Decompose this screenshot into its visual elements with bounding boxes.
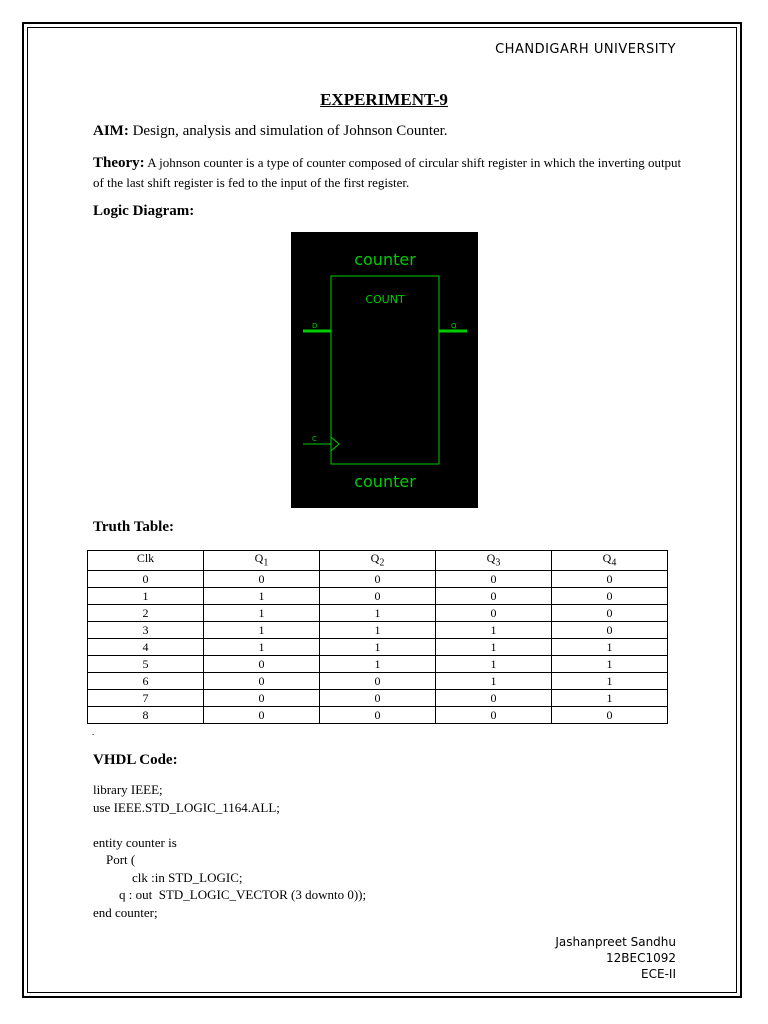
diagram-top-label: counter	[354, 250, 416, 269]
table-cell: 0	[436, 588, 552, 605]
logic-diagram-heading: Logic Diagram:	[93, 203, 195, 219]
table-cell: 0	[204, 656, 320, 673]
column-header: $Q_4$	[552, 551, 668, 571]
column-header: $Q_2$	[320, 551, 436, 571]
table-cell: 1	[88, 588, 204, 605]
university-header: CHANDIGARH UNIVERSITY	[495, 42, 676, 57]
table-cell: 1	[204, 588, 320, 605]
code-line: end counter;	[93, 904, 158, 920]
table-cell: 6	[88, 673, 204, 690]
truth-table	[87, 550, 668, 724]
code-line: Port (	[93, 852, 136, 867]
theory-label: Theory:	[93, 155, 145, 171]
code-line: clk :in STD_LOGIC;	[93, 869, 243, 885]
table-cell: 0	[204, 707, 320, 724]
stray-mark: .	[92, 727, 95, 737]
table-cell: 1	[552, 656, 668, 673]
table-cell: 8	[88, 707, 204, 724]
aim-text: Design, analysis and simulation of Johnson Counter.	[132, 123, 448, 139]
table-cell: 1	[436, 673, 552, 690]
table-row	[88, 605, 668, 622]
table-row	[88, 673, 668, 690]
table-cell: 0	[320, 707, 436, 724]
student-class: ECE-II	[641, 967, 676, 981]
code-line	[93, 816, 366, 834]
table-cell: 0	[436, 690, 552, 707]
column-header: $Q_3$	[436, 551, 552, 571]
table-row	[88, 690, 668, 707]
table-cell: 0	[204, 690, 320, 707]
pin-c-label: C	[312, 435, 317, 443]
diagram-bottom-label: counter	[354, 472, 416, 491]
code-line: library IEEE;	[93, 782, 163, 797]
student-name: Jashanpreet Sandhu	[555, 935, 676, 949]
table-cell: 1	[320, 622, 436, 639]
vhdl-code-block	[93, 781, 366, 921]
vhdl-heading: VHDL Code:	[93, 752, 178, 768]
table-cell: 3	[88, 622, 204, 639]
logic-diagram	[291, 232, 478, 508]
table-cell: 0	[204, 571, 320, 588]
table-cell: 4	[88, 639, 204, 656]
table-cell: 5	[88, 656, 204, 673]
theory-text: A johnson counter is a type of counter composed of circular shift register in which the inverting output of the last shift register is fed to the input of the first register.	[93, 155, 682, 190]
table-cell: 1	[320, 656, 436, 673]
theory-section	[93, 153, 683, 193]
table-cell: 0	[436, 571, 552, 588]
signature-block	[555, 934, 676, 982]
student-roll: 12BEC1092	[605, 951, 676, 965]
pin-d-label: D	[312, 322, 318, 330]
table-cell: 1	[436, 622, 552, 639]
table-cell: 1	[320, 639, 436, 656]
table-cell: 0	[88, 571, 204, 588]
clock-triangle-icon	[331, 437, 339, 451]
experiment-title: EXPERIMENT-9	[320, 90, 448, 109]
table-cell: 1	[436, 639, 552, 656]
table-cell: 0	[204, 673, 320, 690]
truth-table-heading: Truth Table:	[93, 519, 174, 535]
table-cell: 1	[436, 656, 552, 673]
diagram-inner-label: COUNT	[365, 293, 405, 306]
table-cell: 0	[552, 571, 668, 588]
table-cell: 0	[436, 707, 552, 724]
table-row	[88, 622, 668, 639]
table-cell: 2	[88, 605, 204, 622]
table-cell: 1	[552, 690, 668, 707]
column-header: $Q_1$	[204, 551, 320, 571]
table-cell: 7	[88, 690, 204, 707]
table-cell: 0	[320, 571, 436, 588]
code-line: use IEEE.STD_LOGIC_1164.ALL;	[93, 799, 280, 815]
table-cell: 0	[552, 588, 668, 605]
table-row	[88, 707, 668, 724]
table-cell: 1	[204, 622, 320, 639]
table-cell: 0	[320, 673, 436, 690]
table-cell: 1	[552, 673, 668, 690]
table-cell: 1	[204, 639, 320, 656]
code-line: entity counter is	[93, 834, 177, 850]
table-row	[88, 588, 668, 605]
table-row	[88, 571, 668, 588]
table-cell: 1	[204, 605, 320, 622]
table-cell: 0	[552, 622, 668, 639]
code-line: q : out STD_LOGIC_VECTOR (3 downto 0));	[93, 887, 367, 902]
truth-table-header-row	[88, 551, 668, 571]
counter-schematic	[291, 232, 478, 508]
table-cell: 0	[552, 707, 668, 724]
table-cell: 0	[320, 588, 436, 605]
truth-table-body	[88, 571, 668, 724]
table-row	[88, 639, 668, 656]
table-cell: 0	[552, 605, 668, 622]
column-header: Clk	[88, 551, 204, 571]
aim-label: AIM:	[93, 123, 129, 139]
table-cell: 1	[320, 605, 436, 622]
table-cell: 1	[552, 639, 668, 656]
pin-q-label: Q	[451, 322, 457, 330]
aim-section	[93, 123, 448, 140]
table-row	[88, 656, 668, 673]
table-cell: 0	[320, 690, 436, 707]
table-cell: 0	[436, 605, 552, 622]
